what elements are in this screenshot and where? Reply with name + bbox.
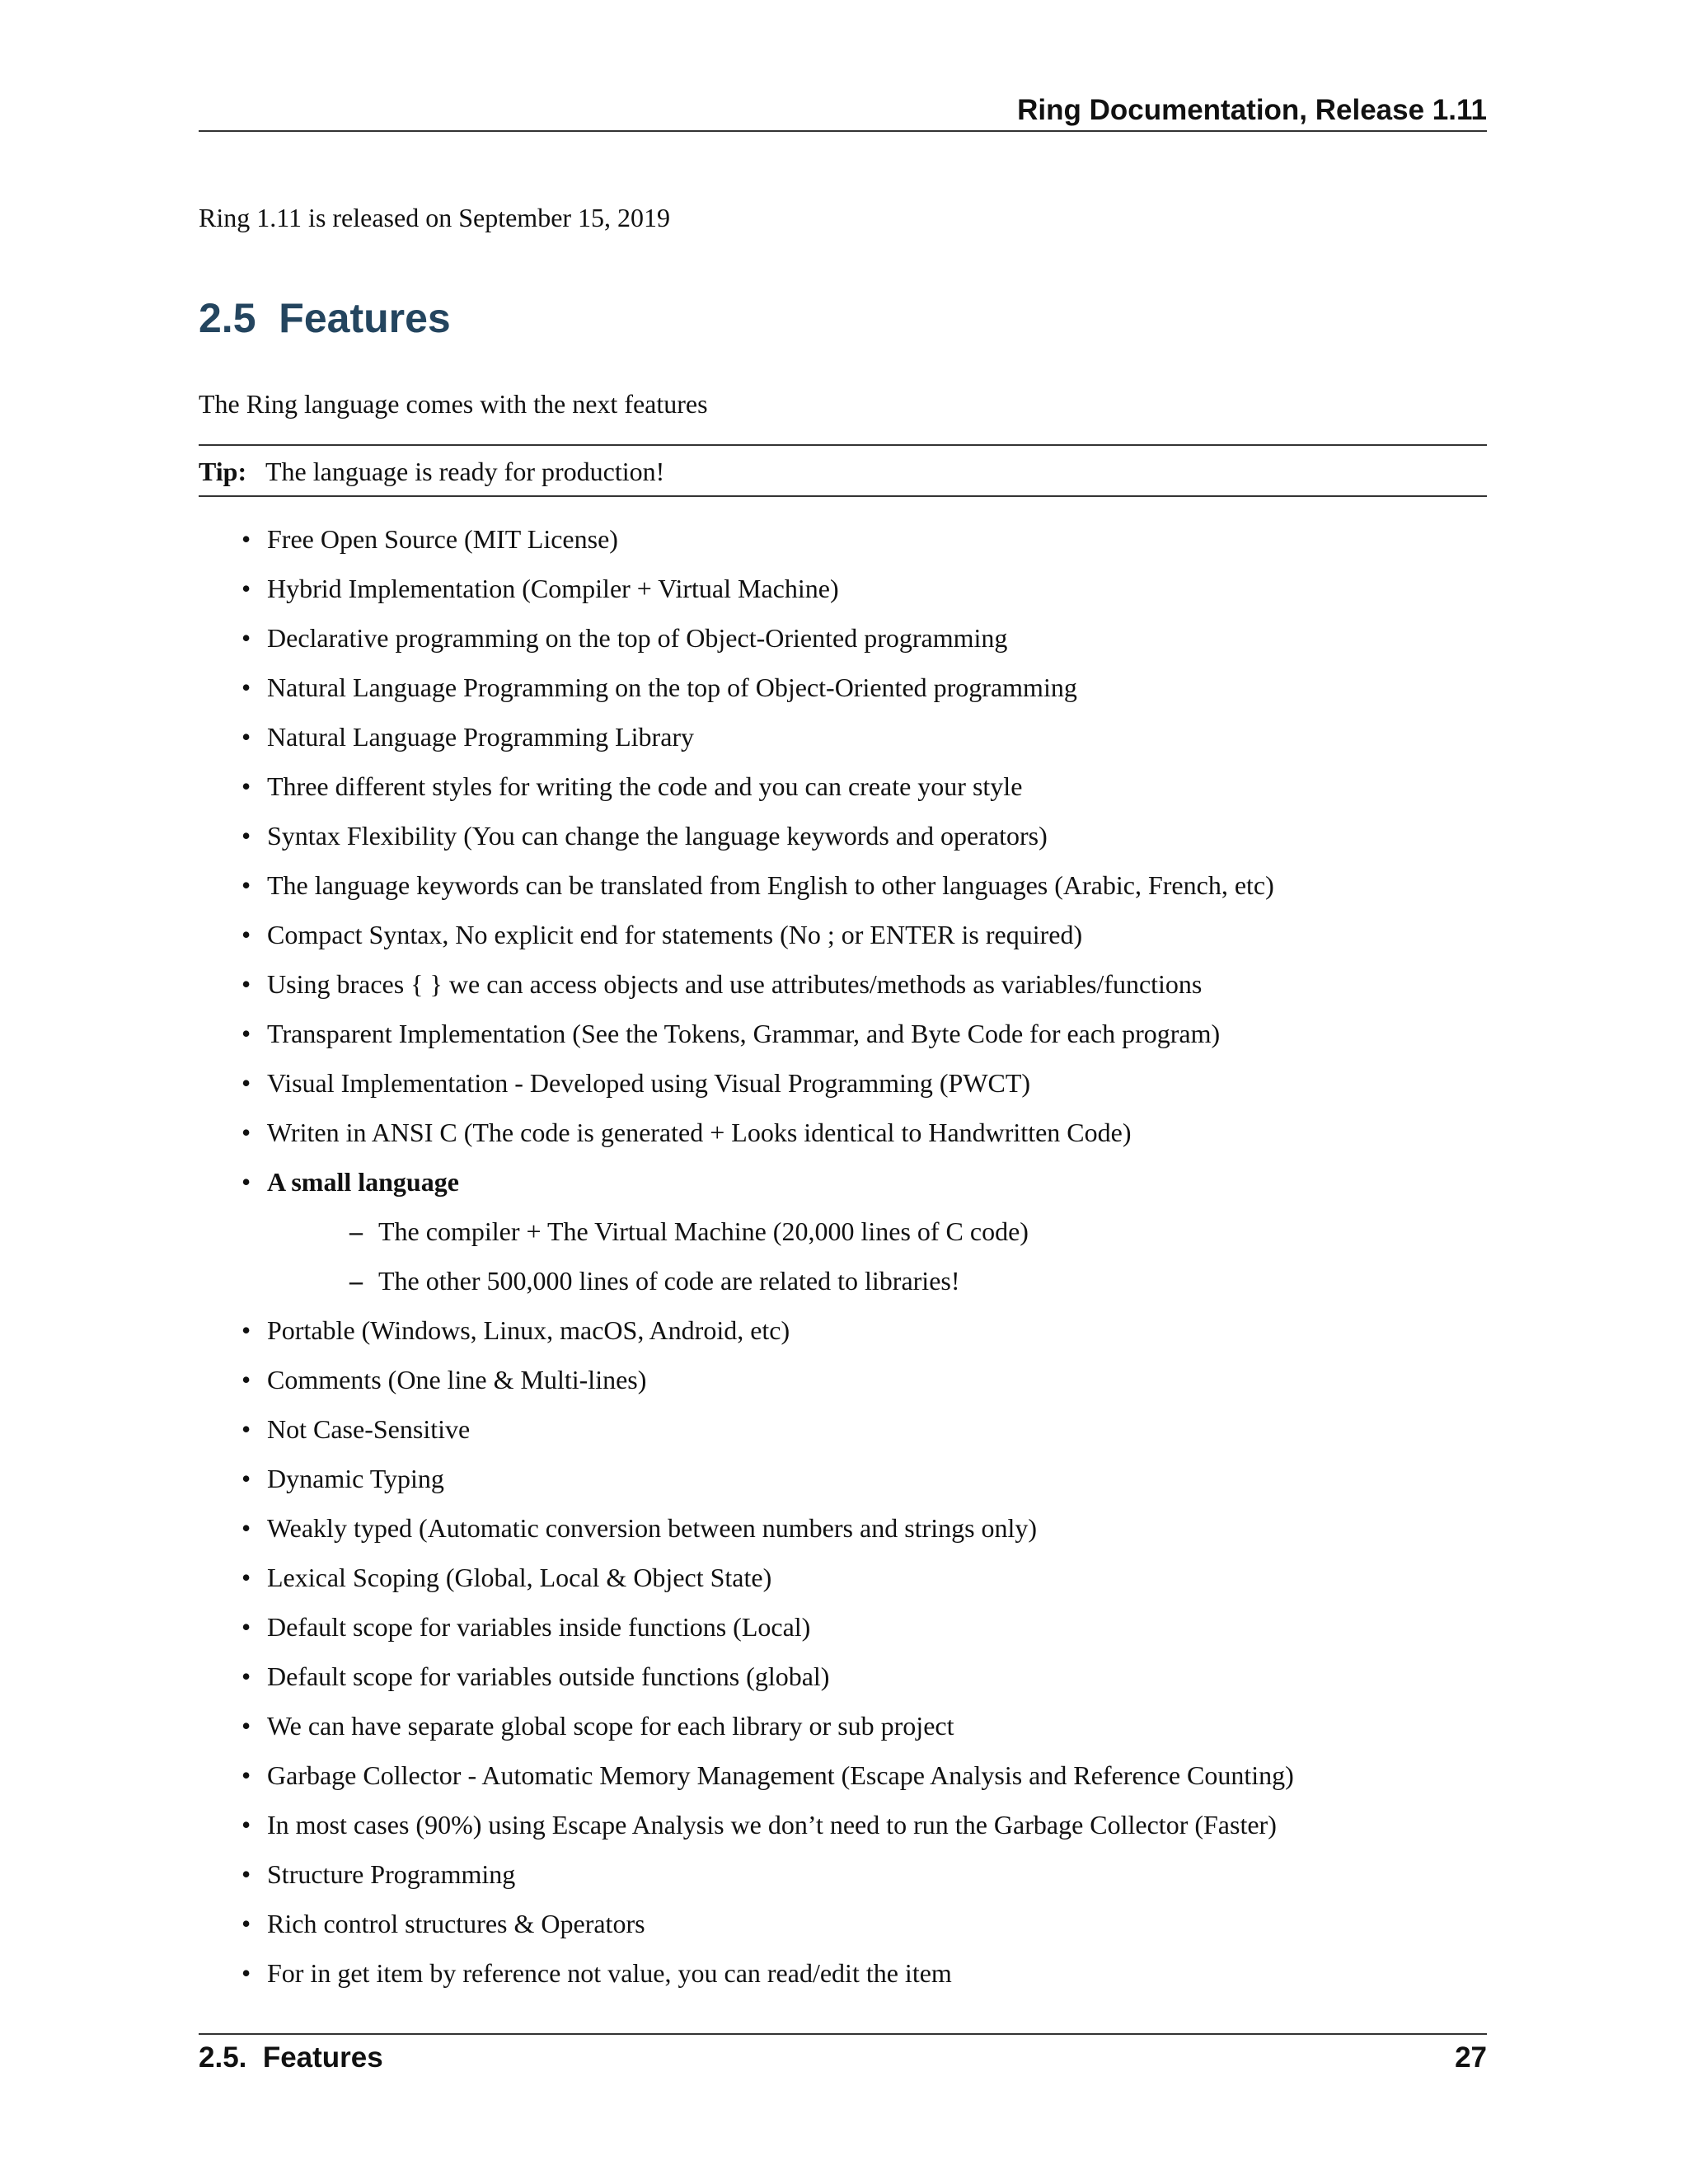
feature-item: [199, 916, 1487, 966]
feature-item: [199, 1460, 1487, 1510]
bullet-marker: •: [241, 1958, 251, 1988]
feature-text: For in get item by reference not value, you can read/edit the item: [267, 1958, 952, 1988]
feature-item: [199, 1658, 1487, 1708]
bullet-marker: •: [241, 1167, 251, 1197]
feature-item: [199, 818, 1487, 867]
feature-item: [199, 1708, 1487, 1757]
feature-text: Visual Implementation - Developed using Visual Programming (PWCT): [267, 1068, 1031, 1098]
feature-text: Default scope for variables outside functions (global): [267, 1661, 830, 1691]
feature-item: [199, 1164, 1487, 1213]
page-number: 27: [1455, 2041, 1487, 2074]
feature-item: [199, 1114, 1487, 1164]
feature-item: [199, 620, 1487, 669]
feature-item: [199, 1807, 1487, 1856]
feature-item: [199, 1955, 1487, 2004]
feature-item: [199, 1757, 1487, 1807]
feature-text: Natural Language Programming Library: [267, 722, 695, 752]
release-note: Ring 1.11 is released on September 15, 2019: [199, 203, 671, 232]
footer-section-title: 2.5. Features: [199, 2041, 383, 2074]
feature-item: [199, 1905, 1487, 1955]
feature-text: Rich control structures & Operators: [267, 1909, 645, 1938]
bullet-marker: •: [241, 1909, 251, 1938]
feature-text: Portable (Windows, Linux, macOS, Android, etc): [267, 1315, 790, 1345]
bullet-marker: •: [241, 1414, 251, 1444]
bullet-marker: •: [241, 623, 251, 653]
header-rule: [199, 130, 1487, 132]
feature-item: [199, 1609, 1487, 1658]
feature-text: Transparent Implementation (See the Tokens, Grammar, and Byte Code for each program): [267, 1019, 1221, 1048]
bullet-marker: •: [241, 524, 251, 554]
bullet-marker: •: [241, 1464, 251, 1493]
bullet-marker: •: [241, 1661, 251, 1691]
bullet-marker: •: [241, 1118, 251, 1147]
feature-text: Free Open Source (MIT License): [267, 524, 618, 554]
bullet-marker: •: [241, 1711, 251, 1741]
bullet-marker: •: [241, 969, 251, 999]
bullet-marker: •: [241, 1365, 251, 1394]
feature-text: Garbage Collector - Automatic Memory Management (Escape Analysis and Reference Counting): [267, 1760, 1294, 1790]
feature-text: Declarative programming on the top of Object-Oriented programming: [267, 623, 1008, 653]
feature-item: [199, 1065, 1487, 1114]
bullet-marker: •: [241, 673, 251, 702]
dash-marker: –: [349, 1216, 363, 1246]
tip-label: Tip:: [199, 457, 247, 486]
bullet-marker: •: [241, 1563, 251, 1592]
feature-text: Syntax Flexibility (You can change the language keywords and operators): [267, 821, 1048, 851]
bullet-marker: •: [241, 1019, 251, 1048]
features-list: [199, 521, 1487, 2004]
feature-item: [199, 1510, 1487, 1559]
feature-text: Comments (One line & Multi-lines): [267, 1365, 647, 1394]
feature-text: Not Case-Sensitive: [267, 1414, 471, 1444]
bullet-marker: •: [241, 1513, 251, 1543]
feature-item: [199, 1856, 1487, 1905]
feature-text: Three different styles for writing the code and you can create your style: [267, 771, 1023, 801]
bullet-marker: •: [241, 1760, 251, 1790]
feature-item: [199, 966, 1487, 1015]
bullet-marker: •: [241, 722, 251, 752]
feature-text: We can have separate global scope for each library or sub project: [267, 1711, 954, 1741]
feature-item: [199, 1015, 1487, 1065]
feature-text: Dynamic Typing: [267, 1464, 444, 1493]
bullet-marker: •: [241, 1612, 251, 1642]
feature-text: Compact Syntax, No explicit end for statements (No ; or ENTER is required): [267, 920, 1083, 949]
bullet-marker: •: [241, 771, 251, 801]
feature-text: In most cases (90%) using Escape Analysis we don’t need to run the Garbage Collector (Faster): [267, 1810, 1277, 1840]
bullet-marker: •: [241, 1315, 251, 1345]
feature-text: Weakly typed (Automatic conversion between numbers and strings only): [267, 1513, 1038, 1543]
feature-item: [199, 867, 1487, 916]
feature-sub-text: The other 500,000 lines of code are related to libraries!: [378, 1266, 960, 1296]
tip-admonition: [199, 444, 1487, 497]
feature-item: [199, 719, 1487, 768]
feature-item: [199, 570, 1487, 620]
feature-sub-item: [199, 1263, 1487, 1312]
feature-item: [199, 1312, 1487, 1361]
bullet-marker: •: [241, 1859, 251, 1889]
feature-text: Writen in ANSI C (The code is generated + Looks identical to Handwritten Code): [267, 1118, 1132, 1147]
feature-text: Default scope for variables inside functions (Local): [267, 1612, 811, 1642]
feature-text: Lexical Scoping (Global, Local & Object State): [267, 1563, 772, 1592]
bullet-marker: •: [241, 920, 251, 949]
bullet-marker: •: [241, 821, 251, 851]
feature-sub-text: The compiler + The Virtual Machine (20,000 lines of C code): [378, 1216, 1029, 1246]
feature-text: Hybrid Implementation (Compiler + Virtual Machine): [267, 574, 839, 603]
bullet-marker: •: [241, 1810, 251, 1840]
feature-text: Natural Language Programming on the top of Object-Oriented programming: [267, 673, 1077, 702]
feature-text: Using braces { } we can access objects and use attributes/methods as variables/functions: [267, 969, 1203, 999]
bullet-marker: •: [241, 1068, 251, 1098]
feature-text: Structure Programming: [267, 1859, 516, 1889]
feature-item: [199, 521, 1487, 570]
footer-rule: [199, 2033, 1487, 2035]
section-intro: The Ring language comes with the next features: [199, 389, 708, 419]
running-header-title: Ring Documentation, Release 1.11: [1017, 94, 1487, 126]
feature-item: [199, 669, 1487, 719]
section-heading: 2.5 Features: [199, 295, 451, 341]
feature-item: [199, 1361, 1487, 1411]
feature-item: [199, 1411, 1487, 1460]
tip-text: The language is ready for production!: [265, 457, 665, 486]
bullet-marker: •: [241, 574, 251, 603]
dash-marker: –: [349, 1266, 363, 1296]
feature-text: A small language: [267, 1167, 459, 1197]
feature-item: [199, 768, 1487, 818]
feature-sub-item: [199, 1213, 1487, 1263]
feature-item: [199, 1559, 1487, 1609]
feature-text: The language keywords can be translated from English to other languages (Arabic, French, etc): [267, 870, 1274, 900]
bullet-marker: •: [241, 870, 251, 900]
